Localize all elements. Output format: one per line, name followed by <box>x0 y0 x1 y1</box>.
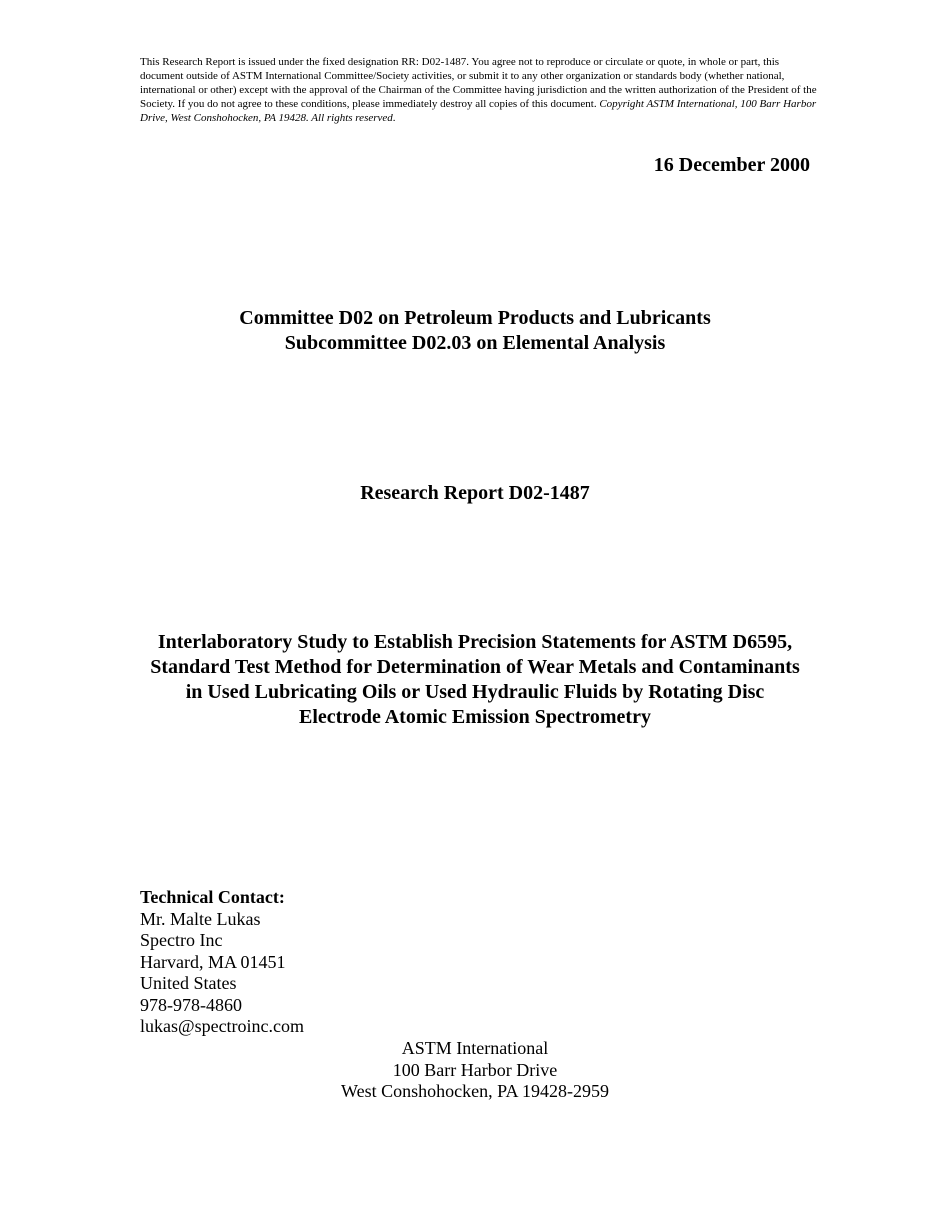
contact-company: Spectro Inc <box>140 930 223 950</box>
contact-name: Mr. Malte Lukas <box>140 908 261 929</box>
astm-address <box>0 1038 950 1103</box>
report-title: Interlaboratory Study to Establish Precision Statements for ASTM D6595, Standard Test Method for Determination of Wear Metals and Contaminants in Used Lubricating Oils or Used Hydraulic Fluids by Rotating Disc Electrode Atomic Emission Spectrometry <box>150 631 800 728</box>
subcommittee-line: Subcommittee D02.03 on Elemental Analysis <box>284 332 666 354</box>
contact-phone: 978-978-4860 <box>140 994 242 1015</box>
contact-email: lukas@spectroinc.com <box>140 1016 305 1036</box>
contact-label: Technical Contact: <box>140 887 285 907</box>
report-number: Research Report D02-1487 <box>360 482 590 504</box>
technical-contact <box>140 887 304 1038</box>
committee-heading <box>0 306 950 356</box>
address-city: West Conshohocken, PA 19428-2959 <box>341 1081 609 1101</box>
report-date: 16 December 2000 <box>653 154 810 176</box>
contact-city: Harvard, MA 01451 <box>140 951 286 972</box>
contact-country: United States <box>140 973 237 993</box>
committee-line: Committee D02 on Petroleum Products and Lubricants <box>239 307 711 329</box>
copyright-notice: This Research Report is issued under the fixed designation RR: D02-1487. You agree not to reproduce or circulate or quote, in whole or part, this document outside of ASTM International Committee/Society activities, or submit it to any other organization or standards body (whether national, international or other) except with the approval of the Chairman of the Committee having jurisdiction and the written authorization of the President of the Society. If you do not agree to these conditions, please immediately destroy all copies of this document. Copyright ASTM International, 100 Barr Harbor Drive, West Conshohocken, PA 19428. All rights reserved. <box>140 56 817 124</box>
notice-copyright: Copyright ASTM International, 100 Barr Harbor Drive, West Conshohocken, PA 19428. All rights reserved <box>140 98 817 124</box>
address-street: 100 Barr Harbor Drive <box>392 1059 558 1080</box>
notice-text: This Research Report is issued under the fixed designation RR: D02-1487. You agree not to reproduce or circulate or quote, in whole or part, this document outside of ASTM International Committee/Society activities, or submit it to any other organization or standards body (whether national, international or other) except with the approval of the Chairman of the Committee having jurisdiction and the written authorization of the President of the Society. If you do not agree to these conditions, please immediately destroy all copies of this document. <box>140 56 817 110</box>
address-org: ASTM International <box>401 1038 549 1058</box>
